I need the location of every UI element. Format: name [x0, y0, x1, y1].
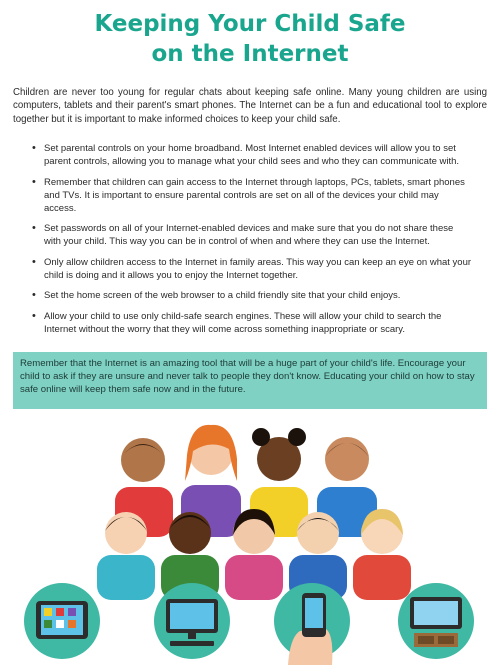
page-title-line-1: Keeping Your Child Safe: [94, 11, 406, 37]
child-head: [325, 437, 369, 481]
page-title: [0, 9, 500, 69]
child-head: [169, 512, 211, 554]
tip-item: • Set passwords on all of your Internet-enabled devices and make sure that you do not share these with your child. This way you can be in control of when and where they can use the Internet.: [32, 222, 472, 248]
television-icon: [398, 583, 474, 659]
page-title-line-2: on the Internet: [151, 41, 349, 67]
child-head: [105, 512, 147, 554]
children-group-illustration: [95, 415, 415, 600]
tip-item: • Set parental controls on your home broadband. Most Internet enabled devices will allow you to set parent controls, allowing you to manage what your child sees and who they can communicate with.: [32, 142, 472, 168]
tip-item: • Remember that children can gain access to the Internet through laptops, PCs, tablets, smart phones and TVs. It is important to ensure parental controls are set on all of the devices your child may access.: [32, 176, 472, 215]
device-icons-row: [0, 575, 500, 666]
tips-list: [32, 142, 472, 343]
tip-item: • Set the home screen of the web browser to a child friendly site that your child enjoys.: [32, 289, 472, 302]
tablet-icon: [24, 583, 100, 659]
tip-item: • Allow your child to use only child-safe search engines. These will allow your child to search the Internet without the worry that they will come across something inappropriate or scary.: [32, 310, 472, 336]
tip-item: • Only allow children access to the Internet in family areas. This way you can keep an eye on what your child is doing and it allows you to enjoy the Internet together.: [32, 256, 472, 282]
intro-paragraph: Children are never too young for regular chats about keeping safe online. Many young children are using computers, tablets and their parent's smart phones. The Internet can be a fun and educational tool to explore together but it is important to make informed choices to keep your child safe.: [13, 87, 487, 125]
desktop-computer-icon: [154, 583, 230, 659]
reminder-callout: Remember that the Internet is an amazing tool that will be a huge part of your child's life. Encourage your child to ask if they are unsure and never talk to people they don't know. Educating your child on how to stay safe online will keep them safe now and in the future.: [13, 352, 487, 409]
child-hair-bun: [252, 428, 270, 446]
child-hair-bun: [288, 428, 306, 446]
smartphone-in-hand-icon: [274, 583, 350, 665]
